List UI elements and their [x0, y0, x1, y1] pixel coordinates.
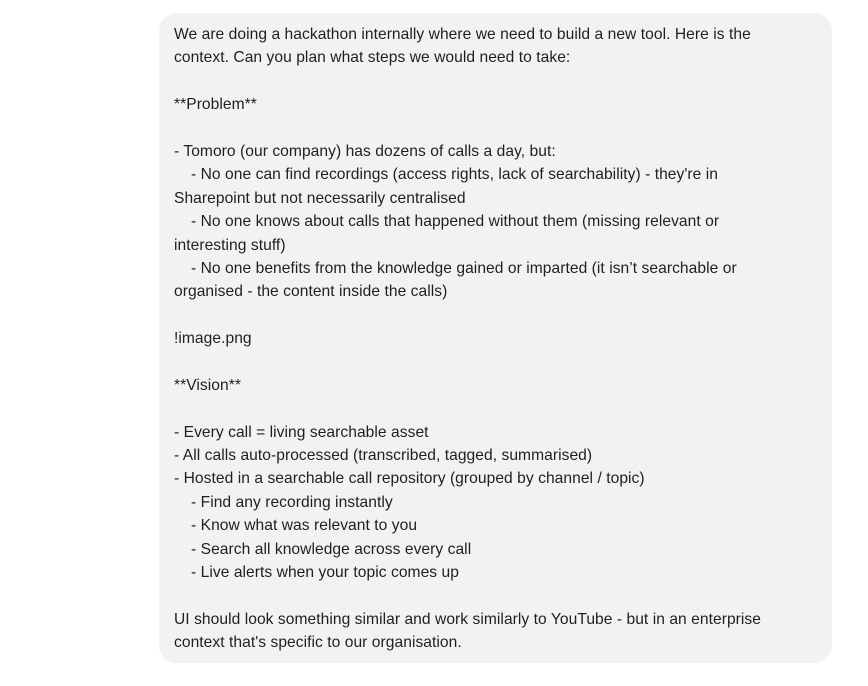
user-message-bubble — [159, 13, 832, 663]
message-line — [174, 350, 818, 373]
vision-item: - All calls auto-processed (transcribed, tagged, summarised) — [174, 447, 593, 465]
message-line: interesting stuff) — [174, 236, 286, 254]
problem-subitem: - No one benefits from the knowledge gained or imparted (it isn’t searchable or — [191, 259, 737, 277]
problem-subitem: - No one knows about calls that happened without them (missing relevant or — [191, 213, 720, 231]
vision-subitem: - Find any recording instantly — [191, 493, 393, 511]
message-line: We are doing a hackathon internally where we need to build a new tool. Here is the — [174, 26, 751, 43]
message-line: UI should look something similar and work similarly to YouTube - but in an enterprise — [174, 610, 761, 628]
vision-subitem: - Know what was relevant to you — [191, 517, 418, 535]
message-line: context. Can you plan what steps we would need to take: — [174, 49, 571, 67]
problem-item: - Tomoro (our company) has dozens of calls a day, but: — [174, 142, 556, 160]
message-line — [174, 117, 818, 140]
image-reference: !image.png — [174, 330, 252, 348]
vision-subitem: - Search all knowledge across every call — [191, 540, 472, 558]
message-line: Sharepoint but not necessarily centralised — [174, 189, 466, 207]
message-line — [174, 397, 818, 420]
vision-subitem: - Live alerts when your topic comes up — [191, 563, 459, 581]
message-line — [174, 304, 818, 327]
message-line: context that's specific to our organisation. — [174, 634, 462, 652]
message-line — [174, 584, 818, 607]
vision-item: - Hosted in a searchable call repository (grouped by channel / topic) — [174, 470, 645, 488]
problem-subitem: - No one can find recordings (access rights, lack of searchability) - they're in — [191, 166, 718, 184]
message-line — [174, 70, 818, 93]
message-line: organised - the content inside the calls) — [174, 283, 448, 301]
problem-heading: **Problem** — [174, 96, 257, 114]
vision-item: - Every call = living searchable asset — [174, 423, 429, 441]
message-text — [174, 23, 818, 655]
vision-heading: **Vision** — [174, 376, 241, 394]
